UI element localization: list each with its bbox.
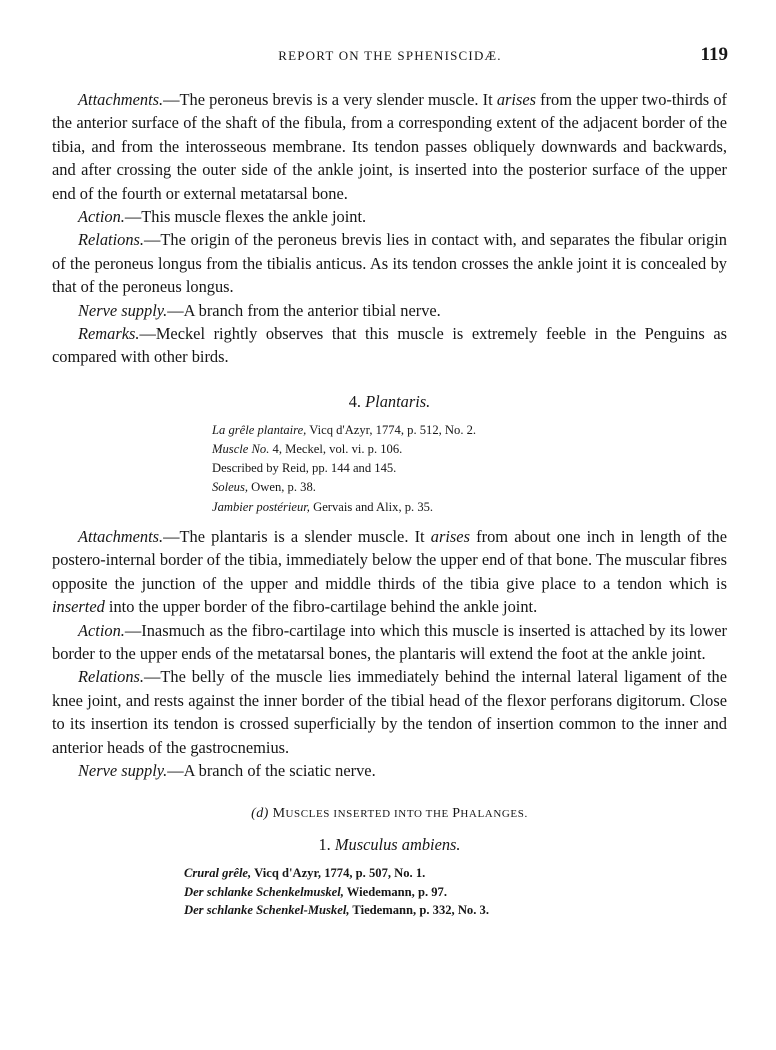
reference-title: Der schlanke Schenkel-Muskel, bbox=[184, 903, 350, 918]
musculus-ambiens-references bbox=[184, 864, 727, 920]
paragraph-text: —A branch of the sciatic nerve. bbox=[167, 760, 376, 780]
reference-title: Muscle No. bbox=[212, 442, 270, 457]
small-caps-initial: P bbox=[452, 806, 461, 822]
paragraph-text: —This muscle flexes the ankle joint. bbox=[124, 207, 367, 227]
page-number: 119 bbox=[700, 44, 728, 65]
paragraph-text: —Meckel rightly observes that this muscle is extremely feeble in the Penguins as compared with other birds. bbox=[52, 324, 727, 367]
subsection-marker: (d) bbox=[251, 806, 273, 822]
reference-source: Owen, p. 38. bbox=[248, 480, 316, 495]
reference-title: Jambier postérieur, bbox=[212, 499, 310, 514]
reference-line bbox=[212, 421, 727, 440]
paragraph-label: Attachments. bbox=[78, 90, 164, 109]
heading-number: 1. bbox=[318, 835, 335, 855]
emphasis-text: arises bbox=[430, 526, 470, 546]
peroneus-remarks-paragraph bbox=[52, 322, 727, 369]
peroneus-attachments-paragraph bbox=[52, 88, 727, 205]
section-spacer bbox=[52, 369, 727, 391]
paragraph-label: Remarks. bbox=[78, 324, 140, 344]
plantaris-nerve-supply-paragraph bbox=[52, 759, 727, 782]
paragraph-label: Action. bbox=[78, 620, 125, 640]
heading-name: Musculus ambiens. bbox=[334, 835, 461, 855]
plantaris-attachments-paragraph bbox=[52, 525, 727, 619]
peroneus-action-paragraph bbox=[52, 205, 727, 228]
paragraph-text: from the upper two-thirds of the anterior surface of the shaft of the fibula, from a corresponding extent of the adjacent border of the tibia, and from the interosseous membrane. Its tendon passes obliquely downwards and backwards, and after crossing the outer side of the ankle joint, is inserted into the posterior surface of the upper end of the fourth or external metatarsal bone. bbox=[52, 90, 727, 203]
paragraph-text: —The plantaris is a slender muscle. It bbox=[163, 526, 431, 546]
reference-line bbox=[184, 883, 727, 902]
section-spacer bbox=[52, 782, 727, 804]
small-caps-initial: M bbox=[272, 806, 286, 822]
small-caps-text: HALANGES. bbox=[460, 808, 528, 821]
reference-title: Soleus, bbox=[212, 480, 249, 495]
paragraph-text: from about one inch in length of the postero-internal border of the tibia, immediately below the upper end of that bone. The muscular fibres opposite the junction of the upper and middle thirds of the tibia give place to a tendon which is bbox=[52, 526, 727, 593]
paragraph-text: —The peroneus brevis is a very slender muscle. It bbox=[163, 90, 497, 109]
emphasis-text: arises bbox=[496, 90, 536, 109]
peroneus-relations-paragraph bbox=[52, 228, 727, 298]
paragraph-label: Nerve supply. bbox=[78, 760, 168, 780]
reference-source: Wiedemann, p. 97. bbox=[343, 884, 447, 899]
plantaris-relations-paragraph bbox=[52, 665, 727, 759]
page-body bbox=[52, 88, 727, 920]
reference-title: Crural grêle, bbox=[184, 866, 252, 881]
reference-line bbox=[212, 459, 727, 478]
emphasis-text: inserted bbox=[52, 597, 105, 617]
paragraph-label: Nerve supply. bbox=[78, 300, 168, 320]
reference-line bbox=[184, 864, 727, 883]
plantaris-references bbox=[212, 421, 727, 517]
reference-title: Der schlanke Schenkelmuskel, bbox=[184, 884, 344, 899]
reference-source: Described by Reid, pp. 144 and 145. bbox=[212, 461, 397, 476]
musculus-ambiens-heading bbox=[52, 834, 727, 856]
reference-source: Gervais and Alix, p. 35. bbox=[309, 499, 434, 514]
paragraph-label: Attachments. bbox=[78, 526, 164, 546]
paragraph-label: Relations. bbox=[78, 667, 145, 687]
peroneus-nerve-supply-paragraph bbox=[52, 299, 727, 322]
reference-title: La grêle plantaire, bbox=[212, 422, 307, 437]
paragraph-text: into the upper border of the fibro-cartilage behind the ankle joint. bbox=[104, 597, 538, 617]
paragraph-label: Relations. bbox=[78, 230, 145, 250]
running-title: REPORT ON THE SPHENISCIDÆ. bbox=[278, 48, 502, 63]
reference-source: 4, Meckel, vol. vi. p. 106. bbox=[269, 442, 403, 457]
paragraph-label: Action. bbox=[78, 207, 125, 227]
plantaris-action-paragraph bbox=[52, 619, 727, 666]
reference-line bbox=[212, 478, 727, 497]
paragraph-text: —A branch from the anterior tibial nerve. bbox=[167, 300, 441, 320]
reference-line bbox=[184, 901, 727, 920]
reference-line bbox=[212, 440, 727, 459]
reference-source: Vicq d'Azyr, 1774, p. 512, No. 2. bbox=[306, 422, 477, 437]
paragraph-text: —The origin of the peroneus brevis lies in contact with, and separates the fibular origin of the peroneus longus from the tibialis anticus. As its tendon crosses the ankle joint it is concealed by that of the peroneus longus. bbox=[52, 230, 727, 297]
heading-name: Plantaris. bbox=[365, 391, 431, 411]
reference-source: Tiedemann, p. 332, No. 3. bbox=[349, 903, 489, 918]
subsection-d-heading bbox=[52, 804, 727, 824]
heading-number: 4. bbox=[348, 391, 366, 411]
paragraph-text: —The belly of the muscle lies immediately behind the internal lateral ligament of the knee joint, and rests against the inner border of the tibial head of the flexor perforans digitorum. Close to its insertion its tendon is crossed superficially by the tendon of insertion common to the inner and anterior heads of the gastrocnemius. bbox=[52, 667, 727, 757]
small-caps-text: USCLES INSERTED INTO THE bbox=[285, 808, 453, 821]
plantaris-heading bbox=[52, 391, 727, 413]
page-header bbox=[52, 44, 728, 68]
reference-source: Vicq d'Azyr, 1774, p. 507, No. 1. bbox=[251, 866, 426, 881]
reference-line bbox=[212, 498, 727, 517]
paragraph-text: —Inasmuch as the fibro-cartilage into which this muscle is inserted is attached by its lower border to the upper ends of the metatarsal bones, the plantaris will extend the foot at the ankle joint. bbox=[52, 620, 727, 663]
